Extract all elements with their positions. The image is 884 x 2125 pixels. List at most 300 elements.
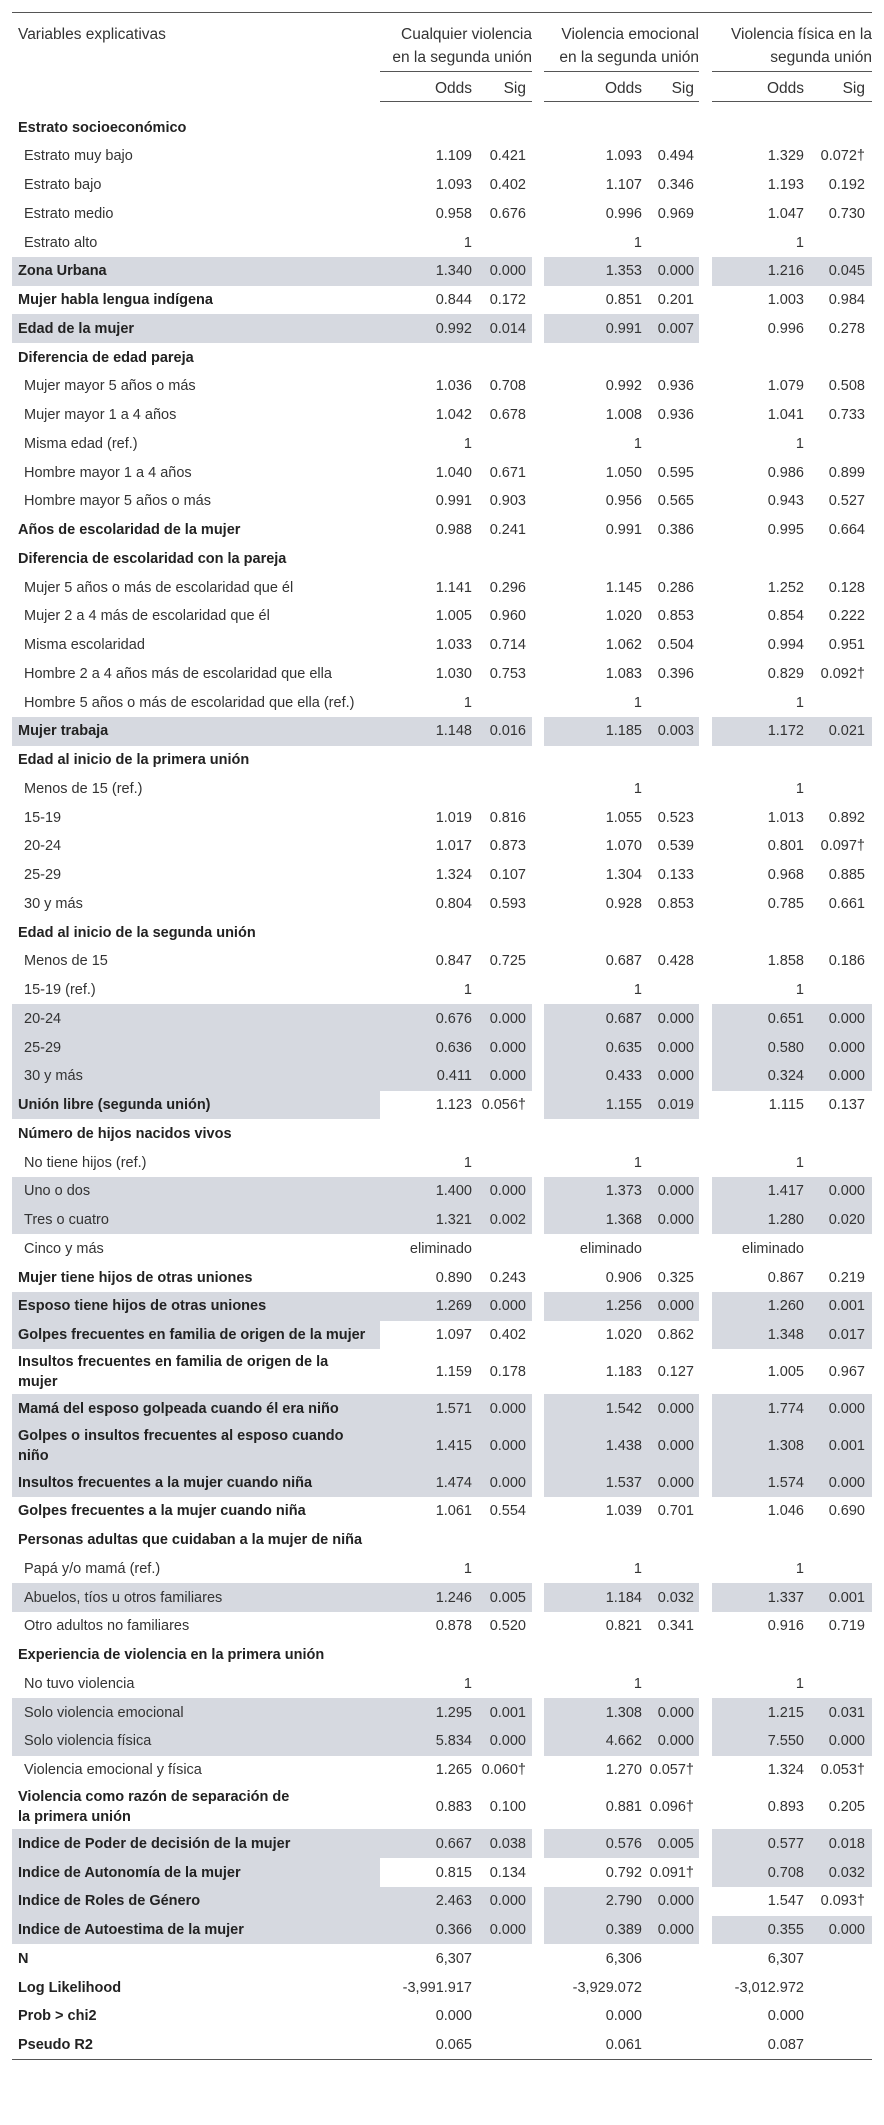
- odds-value: 1.039: [605, 1503, 642, 1520]
- row-label: [24, 1559, 160, 1579]
- table-row: [12, 1727, 872, 1756]
- row-label: [24, 175, 101, 195]
- row-label: [18, 348, 194, 368]
- row-label-line: mujer: [18, 1374, 58, 1391]
- odds-value: 6,307: [435, 1950, 472, 1967]
- sig-value: 0.000: [489, 1438, 526, 1454]
- sig-value: 0.508: [828, 378, 865, 395]
- row-label-line: Mujer mayor 1 a 4 años: [24, 407, 177, 423]
- sig-value: 0.092†: [820, 665, 865, 682]
- odds-value: 1.008: [605, 407, 642, 423]
- row-label-line: Tres o cuatro: [24, 1212, 109, 1228]
- odds-value: 1.145: [605, 579, 642, 596]
- regression-table: [12, 12, 872, 2060]
- table-row: [12, 199, 872, 228]
- table-row: [12, 832, 872, 861]
- row-label-line: N: [18, 1950, 29, 1967]
- odds-value: 0.943: [767, 493, 804, 510]
- row-label-line: Estrato socioeconómico: [18, 119, 187, 136]
- odds-value: 1: [633, 234, 642, 251]
- odds-value: 0.785: [767, 895, 804, 912]
- odds-value: 0.844: [435, 292, 472, 308]
- row-label: [24, 606, 270, 626]
- row-label: [24, 664, 332, 684]
- row-label: [18, 1978, 121, 1998]
- sig-value: 0.527: [828, 493, 865, 510]
- odds-value: 1.079: [767, 378, 804, 395]
- table-row: [12, 372, 872, 401]
- sig-value: 0.678: [489, 407, 526, 423]
- row-label-line: Golpes frecuentes a la mujer cuando niña: [18, 1503, 306, 1520]
- odds-value: 1.571: [435, 1400, 472, 1417]
- group-title-line1: Violencia emocional: [561, 26, 699, 43]
- table-row: [12, 487, 872, 516]
- odds-value: 0.804: [435, 895, 472, 912]
- odds-value: 7.550: [767, 1733, 804, 1750]
- row-label: [18, 1124, 232, 1144]
- row-label-line: Edad al inicio de la primera unión: [18, 752, 250, 768]
- row-label: [24, 463, 192, 483]
- odds-value: 6,307: [767, 1950, 804, 1967]
- sig-value: 0.000: [828, 1400, 865, 1417]
- group-rule: [712, 71, 872, 72]
- sig-value: 0.714: [489, 637, 526, 653]
- row-label: [24, 204, 113, 224]
- group-title-line2: en la segunda unión: [392, 49, 532, 66]
- row-label-line: 20-24: [24, 838, 62, 855]
- row-label-line: Mujer 5 años o más de escolaridad que él: [24, 579, 294, 596]
- sig-value: 0.107: [489, 867, 526, 883]
- sig-value: 0.020: [828, 1212, 865, 1228]
- sig-value: 0.346: [657, 177, 694, 193]
- row-label-line: Pseudo R2: [18, 2037, 93, 2053]
- row-label-line: Estrato medio: [24, 205, 114, 222]
- row-label: [18, 1352, 328, 1392]
- table-row: [12, 516, 872, 545]
- odds-value: 1.774: [767, 1400, 804, 1417]
- row-label-line: 25-29: [24, 867, 62, 883]
- odds-value: 0.000: [435, 2008, 472, 2025]
- row-label: [18, 549, 286, 569]
- odds-value: 0.000: [605, 2008, 642, 2025]
- odds-value: 1.329: [767, 148, 804, 165]
- odds-value: 1: [463, 694, 472, 711]
- sig-value: 0.018: [828, 1835, 865, 1852]
- sig-value: 0.671: [489, 464, 526, 481]
- row-label-line: No tiene hijos (ref.): [24, 1154, 147, 1171]
- row-label: [18, 319, 134, 339]
- odds-value: 1.172: [767, 723, 804, 740]
- group-header-physical-violence: [712, 23, 872, 69]
- odds-value: 1: [795, 1560, 804, 1577]
- odds-value: 1.304: [605, 867, 642, 883]
- group-title-line2: segunda unión: [770, 49, 872, 66]
- table-row: [12, 688, 872, 717]
- row-label: [24, 836, 61, 856]
- row-label: [24, 405, 176, 425]
- row-label-line: Diferencia de edad pareja: [18, 349, 194, 366]
- sig-value: 0.730: [828, 205, 865, 222]
- table-row: [12, 1033, 872, 1062]
- row-label: [24, 980, 96, 1000]
- table-row: [12, 1583, 872, 1612]
- sig-value: 0.137: [828, 1097, 865, 1113]
- odds-value: 1.155: [605, 1097, 642, 1113]
- odds-value: 1.280: [767, 1212, 804, 1228]
- odds-value: 1.295: [435, 1704, 472, 1721]
- odds-value: 1.036: [435, 378, 472, 395]
- row-label-line: Mujer 2 a 4 más de escolaridad que él: [24, 608, 270, 625]
- odds-value: 1: [633, 694, 642, 711]
- sig-value: 0.000: [657, 1039, 694, 1056]
- sig-value: 0.057†: [649, 1762, 694, 1778]
- table-row: [12, 314, 872, 343]
- group-title-line1: Cualquier violencia: [401, 26, 532, 43]
- odds-value: 1: [795, 694, 804, 711]
- row-label-line: Diferencia de escolaridad con la pareja: [18, 550, 287, 567]
- odds-value: 1.019: [435, 809, 472, 826]
- row-label-line: Prob > chi2: [18, 2008, 97, 2025]
- odds-value: 0.792: [605, 1864, 642, 1881]
- table-row: [12, 171, 872, 200]
- row-label-line: niño: [18, 1448, 49, 1464]
- row-label: [24, 1588, 222, 1608]
- table-row: [12, 1669, 872, 1698]
- row-shading: [12, 1004, 380, 1033]
- row-label-line: Mujer habla lengua indígena: [18, 292, 213, 308]
- row-label: [18, 1530, 362, 1550]
- odds-value: 1.252: [767, 579, 804, 596]
- row-label: [24, 578, 293, 598]
- odds-value: 0.087: [767, 2037, 804, 2053]
- odds-value: 0.996: [605, 205, 642, 222]
- row-label: [18, 520, 240, 540]
- table-row: [12, 228, 872, 257]
- sig-value: 0.053†: [820, 1762, 865, 1778]
- sig-value: 0.014: [489, 320, 526, 337]
- row-label-line: Abuelos, tíos u otros familiares: [24, 1589, 223, 1606]
- sig-value: 0.007: [657, 320, 694, 337]
- sig-value: 0.178: [489, 1364, 526, 1381]
- table-row: [12, 1641, 872, 1670]
- table-row: [12, 1829, 872, 1858]
- row-label-line: Mujer trabaja: [18, 723, 109, 740]
- table-row: [12, 1612, 872, 1641]
- sig-value: 0.494: [657, 148, 694, 165]
- table-row: [12, 803, 872, 832]
- odds-value: 0.878: [435, 1618, 472, 1635]
- row-label: [18, 1325, 365, 1345]
- row-label-line: 30 y más: [24, 1068, 83, 1085]
- row-label: [24, 146, 133, 166]
- sig-value: 0.967: [828, 1364, 865, 1381]
- sig-value: 0.000: [489, 1183, 526, 1200]
- sig-value: 0.286: [657, 579, 694, 596]
- row-label: [24, 1153, 147, 1173]
- odds-value: 0.635: [605, 1039, 642, 1056]
- row-label-line: Hombre mayor 1 a 4 años: [24, 464, 192, 481]
- odds-value: 1: [795, 234, 804, 251]
- row-label: [18, 2006, 97, 2026]
- sig-value: 0.192: [828, 177, 865, 193]
- table-row: [12, 1526, 872, 1555]
- odds-value: 0.928: [605, 895, 642, 912]
- sig-value: 0.000: [489, 1474, 526, 1491]
- odds-value: 1.348: [767, 1327, 804, 1343]
- odds-value: 0.883: [435, 1799, 472, 1816]
- row-label: [18, 721, 108, 741]
- odds-value: -3,991.917: [402, 1979, 472, 1996]
- sig-value: 0.676: [489, 205, 526, 222]
- sig-value: 0.000: [489, 1298, 526, 1315]
- row-label: [18, 1473, 312, 1493]
- table-row: [12, 717, 872, 746]
- odds-value: 1.574: [767, 1474, 804, 1491]
- table-row: [12, 1148, 872, 1177]
- odds-value: 0.968: [767, 867, 804, 883]
- row-label-line: Otro adultos no familiares: [24, 1618, 190, 1635]
- row-label-line: Golpes o insultos frecuentes al esposo cuando: [18, 1428, 344, 1444]
- odds-value: 5.834: [435, 1733, 472, 1750]
- sig-value: 0.172: [489, 292, 526, 308]
- sig-value: 0.000: [489, 1922, 526, 1938]
- odds-value: 1.033: [435, 637, 472, 653]
- sig-value: 0.725: [489, 953, 526, 970]
- sig-value: 0.000: [657, 1298, 694, 1315]
- odds-value: 1.537: [605, 1474, 642, 1491]
- odds-value: 1.400: [435, 1183, 472, 1200]
- row-label: [24, 1239, 104, 1259]
- odds-value: 1.003: [767, 292, 804, 308]
- odds-value: 1: [795, 780, 804, 797]
- odds-value: 1: [633, 982, 642, 998]
- sig-value: 0.017: [828, 1327, 865, 1343]
- odds-value: 1.041: [767, 407, 804, 423]
- odds-value: 0.636: [435, 1039, 472, 1056]
- odds-value: 1.109: [435, 148, 472, 165]
- row-label-line: Insultos frecuentes a la mujer cuando niña: [18, 1474, 313, 1491]
- row-label-line: Edad de la mujer: [18, 320, 135, 337]
- table-row: [12, 1321, 872, 1350]
- row-label-line: Años de escolaridad de la mujer: [18, 522, 241, 538]
- table-row: [12, 602, 872, 631]
- table-row: [12, 343, 872, 372]
- row-label: [18, 923, 256, 943]
- sig-header: Sig: [842, 80, 865, 97]
- sig-value: 0.000: [657, 1922, 694, 1938]
- table-row: [12, 659, 872, 688]
- sig-value: 0.005: [657, 1835, 694, 1852]
- row-label-line: Hombre 5 años o más de escolaridad que ella (ref.): [24, 694, 355, 711]
- odds-value: 1.183: [605, 1364, 642, 1381]
- sig-value: 0.892: [828, 809, 865, 826]
- odds-value: 1.148: [435, 723, 472, 740]
- odds-value: 4.662: [605, 1733, 642, 1750]
- odds-value: 0.995: [767, 522, 804, 538]
- sig-value: 0.504: [657, 637, 694, 653]
- odds-value: 1.040: [435, 464, 472, 481]
- odds-value: 1.340: [435, 263, 472, 280]
- odds-value: 1: [633, 435, 642, 452]
- sig-value: 0.201: [657, 292, 694, 308]
- sig-value: 0.056†: [481, 1097, 526, 1113]
- odds-value: 0.000: [767, 2008, 804, 2025]
- sig-value: 0.402: [489, 177, 526, 193]
- table-row: [12, 889, 872, 918]
- odds-value: 0.992: [605, 378, 642, 395]
- sig-value: 0.000: [489, 1010, 526, 1027]
- odds-value: 0.991: [605, 522, 642, 538]
- sig-value: 0.032: [657, 1589, 694, 1606]
- row-label-line: la primera unión: [18, 1809, 131, 1826]
- odds-value: -3,012.972: [734, 1979, 804, 1996]
- sig-value: 0.000: [828, 1010, 865, 1027]
- sig-value: 0.000: [657, 1010, 694, 1027]
- odds-value: 1.107: [605, 177, 642, 193]
- odds-value: 1.013: [767, 809, 804, 826]
- odds-value: 1.368: [605, 1212, 642, 1228]
- table-row: [12, 573, 872, 602]
- table-row: [12, 1423, 872, 1468]
- odds-value: 1.055: [605, 809, 642, 826]
- row-label-line: Indice de Autoestima de la mujer: [18, 1922, 244, 1938]
- sig-value: 0.000: [657, 1068, 694, 1085]
- odds-value: 0.996: [767, 320, 804, 337]
- odds-value: 0.991: [435, 493, 472, 510]
- sig-value: 0.341: [657, 1618, 694, 1635]
- odds-value: 0.667: [435, 1835, 472, 1852]
- sig-value: 0.096†: [649, 1799, 694, 1816]
- sig-value: 0.936: [657, 407, 694, 423]
- row-label: [18, 118, 186, 138]
- odds-value: 1: [463, 1154, 472, 1171]
- table-row: [12, 113, 872, 142]
- odds-value: 1: [795, 982, 804, 998]
- table-row: [12, 1177, 872, 1206]
- table-row: [12, 1784, 872, 1829]
- sig-value: 0.325: [657, 1269, 694, 1286]
- odds-value: 0.366: [435, 1922, 472, 1938]
- sig-value: 0.002: [489, 1212, 526, 1228]
- table-row: [12, 142, 872, 171]
- odds-value: 0.829: [767, 665, 804, 682]
- sig-value: 0.278: [828, 320, 865, 337]
- sig-value: 0.000: [489, 1039, 526, 1056]
- odds-value: 1: [463, 234, 472, 251]
- row-label-line: 25-29: [24, 1039, 62, 1056]
- odds-value: 1.324: [435, 867, 472, 883]
- table-row: [12, 746, 872, 775]
- row-label-line: Insultos frecuentes en familia de origen de la: [18, 1354, 329, 1371]
- row-label: [18, 261, 107, 281]
- sig-header: Sig: [671, 80, 694, 97]
- sig-value: 0.093†: [820, 1893, 865, 1910]
- row-label-line: Hombre mayor 5 años o más: [24, 493, 211, 510]
- sig-value: 0.072†: [820, 148, 865, 165]
- sig-value: 0.000: [489, 1068, 526, 1085]
- table-row: [12, 947, 872, 976]
- row-label: [18, 1645, 324, 1665]
- odds-value: 1.030: [435, 665, 472, 682]
- table-row: [12, 1973, 872, 2002]
- sig-value: 0.984: [828, 292, 865, 308]
- sig-value: 0.565: [657, 493, 694, 510]
- sig-value: 0.733: [828, 407, 865, 423]
- sig-value: 0.134: [489, 1864, 526, 1881]
- odds-value: 0.687: [605, 953, 642, 970]
- table-row: [12, 1263, 872, 1292]
- odds-value: 0.893: [767, 1799, 804, 1816]
- row-label-line: Menos de 15: [24, 953, 108, 970]
- sig-value: 0.000: [657, 263, 694, 280]
- subheader-rule: [544, 101, 699, 102]
- odds-value: 0.994: [767, 637, 804, 653]
- odds-header: Odds: [434, 80, 472, 97]
- odds-value: 0.854: [767, 608, 804, 625]
- odds-value: 1.256: [605, 1298, 642, 1315]
- odds-value: 0.867: [767, 1269, 804, 1286]
- odds-value: 0.355: [767, 1922, 804, 1938]
- sig-value: 0.873: [489, 838, 526, 855]
- odds-value: eliminado: [409, 1240, 472, 1257]
- table-row: [12, 861, 872, 890]
- row-label: [24, 1703, 184, 1723]
- sig-value: 0.539: [657, 838, 694, 855]
- row-label: [18, 1920, 244, 1940]
- odds-value: 1.046: [767, 1503, 804, 1520]
- row-label: [18, 1399, 339, 1419]
- sig-value: 0.862: [657, 1327, 694, 1343]
- odds-value: 1.260: [767, 1298, 804, 1315]
- row-label-line: 15-19: [24, 809, 62, 826]
- sig-value: 0.719: [828, 1618, 865, 1635]
- odds-value: 1: [463, 1560, 472, 1577]
- table-row: [12, 1756, 872, 1785]
- odds-value: eliminado: [741, 1240, 804, 1257]
- odds-value: 1.115: [768, 1097, 804, 1113]
- row-label-line: Edad al inicio de la segunda unión: [18, 924, 256, 941]
- table-row: [12, 1468, 872, 1497]
- odds-value: 0.815: [435, 1864, 472, 1881]
- row-label: [24, 1038, 61, 1058]
- row-label-line: Mujer tiene hijos de otras uniones: [18, 1269, 253, 1286]
- sig-value: 0.593: [489, 895, 526, 912]
- table-row: [12, 1497, 872, 1526]
- row-label-line: Indice de Poder de decisión de la mujer: [18, 1835, 291, 1852]
- sig-value: 0.186: [828, 953, 865, 970]
- table-row: [12, 631, 872, 660]
- row-label: [24, 1181, 90, 1201]
- table-row: [12, 1004, 872, 1033]
- row-shading: [12, 1033, 380, 1062]
- sig-value: 0.523: [657, 809, 694, 826]
- row-label-line: Zona Urbana: [18, 263, 107, 280]
- odds-value: 1.353: [605, 263, 642, 280]
- sig-value: 0.595: [657, 464, 694, 481]
- row-label: [24, 1731, 151, 1751]
- odds-value: 2.463: [435, 1893, 472, 1910]
- odds-value: 0.992: [435, 320, 472, 337]
- row-label-line: Misma edad (ref.): [24, 435, 138, 452]
- odds-value: 0.676: [435, 1010, 472, 1027]
- table-row: [12, 458, 872, 487]
- sig-value: 0.000: [489, 263, 526, 280]
- odds-value: 1.858: [767, 953, 804, 970]
- odds-value: 1: [633, 1675, 642, 1692]
- odds-value: 1.321: [435, 1212, 472, 1228]
- sig-header: Sig: [503, 80, 526, 97]
- row-label: [18, 1501, 306, 1521]
